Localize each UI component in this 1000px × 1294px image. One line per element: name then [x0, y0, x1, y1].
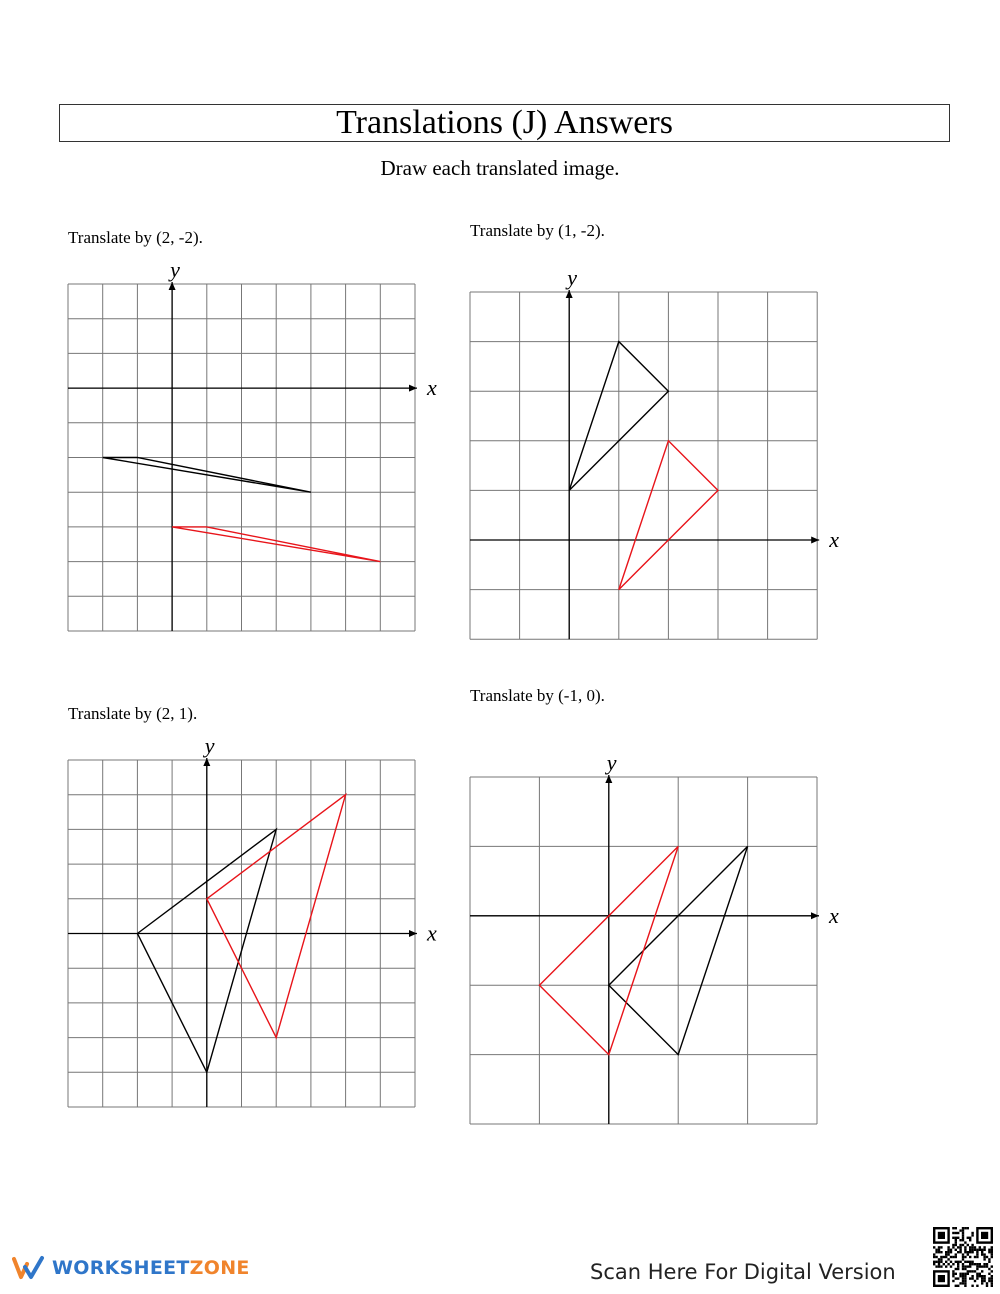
problem-1-graph: [68, 257, 448, 634]
worksheetzone-logo[interactable]: [12, 1255, 250, 1281]
grid: [470, 292, 817, 639]
title-box: [59, 104, 950, 142]
problem-4-prompt: Translate by (-1, 0).: [470, 686, 605, 705]
y-axis-label: y: [567, 265, 577, 290]
instruction: Draw each translated image.: [380, 156, 620, 180]
x-axis-arrow: [811, 912, 819, 919]
problem-2-graph: [470, 264, 854, 642]
y-axis-arrow: [605, 775, 612, 783]
x-axis-label: x: [829, 902, 839, 928]
x-axis-arrow: [409, 385, 417, 392]
y-axis-arrow: [169, 282, 176, 290]
problem-3-graph: [68, 733, 448, 1110]
worksheetzone-logo-icon: [12, 1255, 46, 1281]
footer: [0, 1220, 1000, 1294]
problem-3-prompt: Translate by (2, 1).: [68, 704, 198, 723]
logo-word-zone: ZONE: [189, 1257, 250, 1279]
y-axis-arrow: [203, 758, 210, 766]
y-axis-label: y: [606, 750, 617, 775]
problem-2-prompt: Translate by (1, -2).: [470, 221, 605, 240]
problem-4-graph: [470, 746, 854, 1128]
x-axis-label: x: [427, 375, 437, 401]
x-axis-label: x: [829, 527, 839, 552]
logo-word-worksheet: WORKSHEET: [52, 1257, 190, 1279]
x-axis-arrow: [409, 930, 417, 937]
page-title: Translations (J) Answers: [336, 104, 673, 141]
logo-text: [52, 1257, 250, 1279]
scan-text: Scan Here For Digital Version: [590, 1260, 896, 1284]
problem-1-prompt: Translate by (2, -2).: [68, 228, 203, 247]
x-axis-label: x: [427, 920, 437, 946]
qr-code-icon[interactable]: [933, 1227, 993, 1287]
y-axis-arrow: [566, 290, 573, 298]
y-axis-label: y: [204, 733, 215, 758]
x-axis-arrow: [811, 537, 819, 544]
y-axis-label: y: [170, 257, 180, 282]
